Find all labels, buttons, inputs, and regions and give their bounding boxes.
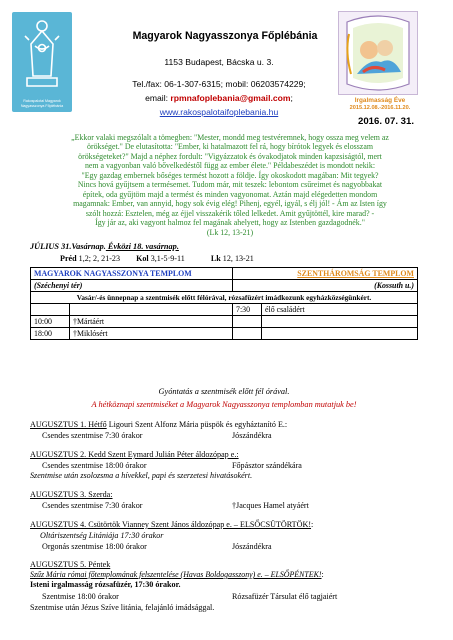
gospel-line: magamnak: Ember, van annyid, hogy sok évig elég! Pihenj, egyél, igyál, s élj jól! - Ám az Isten így xyxy=(73,199,387,209)
address: 1153 Budapest, Bácska u. 3. xyxy=(164,57,274,67)
mass-line xyxy=(42,592,338,601)
day-extra: Szentmise után zsolozsma a hívekkel, papi és szerzetesi hivatásokért. xyxy=(30,471,253,480)
gospel-line: nem a vagyonban való bővelkedéstől függ az ember élete." Példabeszédet is mondott nekik: xyxy=(84,161,376,171)
reading-ref: 12, 13-21 xyxy=(220,254,254,263)
mass-time: Orgonás szentmise 18:00 órakor xyxy=(42,542,147,551)
church1-name: MAGYAROK NAGYASSZONYA TEMPLOM xyxy=(31,268,233,280)
mass-intention: Főpásztor szándékára xyxy=(232,461,302,470)
email-prefix: email: xyxy=(145,93,171,103)
jubilee-title: Irgalmasság Éve xyxy=(354,97,406,104)
mass-line xyxy=(42,501,309,510)
bulletin-date: 2016. 07. 31. xyxy=(358,116,415,127)
gospel-line: építek, oda gyűjtöm majd a termést és minden vagyonomat. Aztán majd elégedetten mondom xyxy=(82,189,378,199)
day-heading xyxy=(30,520,313,531)
reading-book: Lk xyxy=(210,254,221,263)
intention-cell xyxy=(262,328,418,340)
day-heading xyxy=(30,420,287,431)
sunday-readings xyxy=(60,254,254,263)
intention-cell: élő családért xyxy=(262,304,418,316)
table-row xyxy=(31,304,418,316)
mercy-year-icon xyxy=(339,12,417,94)
sunday-label: Évközi 18. vasárnap. xyxy=(105,242,179,251)
intention-cell: †Miklósért xyxy=(70,328,233,340)
reading-ref: 1,2; 2, 21-23 xyxy=(76,254,121,263)
day-suffix: : xyxy=(311,520,314,529)
time-cell xyxy=(31,304,70,316)
church2-name: SZENTHÁROMSÁG TEMPLOM xyxy=(233,268,418,280)
day-saint: Ligouri Szent Alfonz Mária püspök és egyháztanító E.: xyxy=(106,420,288,429)
gospel-line: örökségeteket?" Majd a néphez fordult: "Vigyázzatok és óvakodjatok minden kapzsiságtól, mert xyxy=(78,151,382,161)
table-row xyxy=(31,328,418,340)
gospel-line: Nincs hová gyűjtsem a termésemet. Tudom már, mit teszek: lebontom csűreimet és nagyobbakat xyxy=(77,180,383,190)
day-heading: AUGUSZTUS 3. Szerda: xyxy=(30,490,113,499)
mass-intention: Rózsafüzér Társulat élő tagjaiért xyxy=(232,592,338,601)
gospel-line: Így jár az, aki vagyont halmoz fel magának ahelyett, hogy az Istenben gazdagodnék." xyxy=(95,218,365,228)
logo-caption: Rakospalotai Magyarok Nagyasszonya Főplébánia xyxy=(20,99,64,108)
intention-cell xyxy=(262,316,418,328)
day-heading: AUGUSZTUS 5. Péntek xyxy=(30,560,111,569)
gospel-line: "Egy gazdag embernek bőséges termést hozott a földje. Így okoskodott magában: Mit tegyek? xyxy=(81,170,379,180)
mass-intention: †Jacques Hamel atyáért xyxy=(232,501,309,510)
email-line xyxy=(100,93,338,103)
intention-cell xyxy=(70,304,233,316)
reading-ref: 3,1-5·9-11 xyxy=(148,254,185,263)
mass-intention: Jószándékra xyxy=(232,542,272,551)
reading-book: Préd xyxy=(60,254,77,263)
day-sub xyxy=(30,570,324,581)
gospel-text xyxy=(30,133,430,237)
day-pre: Oltáriszentség Litániája 17:30 órakor xyxy=(40,531,164,540)
time-cell xyxy=(233,316,262,328)
gospel-line: szólt hozzá: Esztelen, még az éjjel visszakérik tőled lelkedet. Amit gyűjtöttél, kire marad? - xyxy=(85,208,375,218)
weekday-note: A hétköznapi szentmiséket a Magyarok Nagyasszonya templomban mutatjuk be! xyxy=(91,400,357,409)
gospel-line: örökséget." De elutasította: "Ember, ki hatalmazott fel rá, hogy bírótok legyek és elosszam xyxy=(87,142,373,152)
mass-line xyxy=(42,461,302,470)
jubilee-caption xyxy=(340,98,420,111)
church2-address: (Kossuth u.) xyxy=(233,280,418,292)
email-suffix: ; xyxy=(290,93,293,103)
mass-time: Szentmise 18:00 órakor xyxy=(42,592,119,601)
email-address[interactable]: rpmnafoplebania@gmail.com xyxy=(170,93,291,103)
feast-suffix: : xyxy=(321,570,324,579)
reading-book: Kol xyxy=(136,254,149,263)
day-date: AUGUSZTUS 4. Csütörtök Vianney Szent János áldozópap e. – ELSŐCSÜTÖRTÖK! xyxy=(30,520,312,529)
mass-time: Csendes szentmise 18:00 órakor xyxy=(42,461,147,470)
intention-cell: †Mártáért xyxy=(70,316,233,328)
madonna-statue-icon xyxy=(17,16,67,90)
mass-intention: Jószándékra xyxy=(232,431,272,440)
time-cell: 18:00 xyxy=(31,328,70,340)
website-line xyxy=(100,107,338,117)
jubilee-logo xyxy=(338,11,418,95)
page-title: Magyarok Nagyasszonya Főplébánia xyxy=(132,30,318,42)
rosary-note: Vasár/-és ünnepnap a szentmisék előtt félórával, rózsafüzért imádkozunk egyházközségünkért. xyxy=(31,292,418,304)
day-extra: Szentmise után Jézus Szíve litánia, felajánló imádsággal. xyxy=(30,603,215,612)
sunday-date: JÚLIUS 31.Vasárnap. xyxy=(30,242,106,251)
gospel-line: „Ekkor valaki megszólalt a tömegben: "Mester, mondd meg testvéremnek, hogy ossza meg velem az xyxy=(71,133,389,142)
church1-address: (Széchenyi tér) xyxy=(31,280,233,292)
day-bold: Isteni irgalmasság rózsafüzér, 17:30 órakor. xyxy=(30,580,181,589)
time-cell xyxy=(233,328,262,340)
day-heading: AUGUSZTUS 2. Kedd Szent Eymard Julián Péter áldozópap e.: xyxy=(30,450,239,459)
jubilee-dates: 2015.12.08.-2016.11.20. xyxy=(349,104,411,111)
time-cell: 10:00 xyxy=(31,316,70,328)
mass-line xyxy=(42,431,272,440)
confession-note: Gyóntatás a szentmisék előtt fél órával. xyxy=(158,387,290,396)
mass-line xyxy=(42,542,272,551)
table-row xyxy=(31,316,418,328)
day-date: AUGUSZTUS 1. Hétfő xyxy=(30,420,107,429)
website-link[interactable]: www.rakospalotaifoplebania.hu xyxy=(159,107,279,117)
mass-schedule-table xyxy=(30,267,418,340)
sunday-heading xyxy=(30,242,179,251)
feast-name: Szűz Mária római főtemplomának felszentelése (Havas Boldogasszony) e. – ELSŐPÉNTEK! xyxy=(30,570,322,579)
gospel-reference: (Lk 12, 13-21) xyxy=(206,227,254,237)
time-cell: 7:30 xyxy=(233,304,262,316)
mass-time: Csendes szentmise 7:30 órakor xyxy=(42,431,143,440)
parish-logo xyxy=(12,12,72,112)
phone: Tel./fax: 06-1-307-6315; mobil: 06203574229; xyxy=(132,79,306,89)
mass-time: Csendes szentmise 7:30 órakor xyxy=(42,501,143,510)
